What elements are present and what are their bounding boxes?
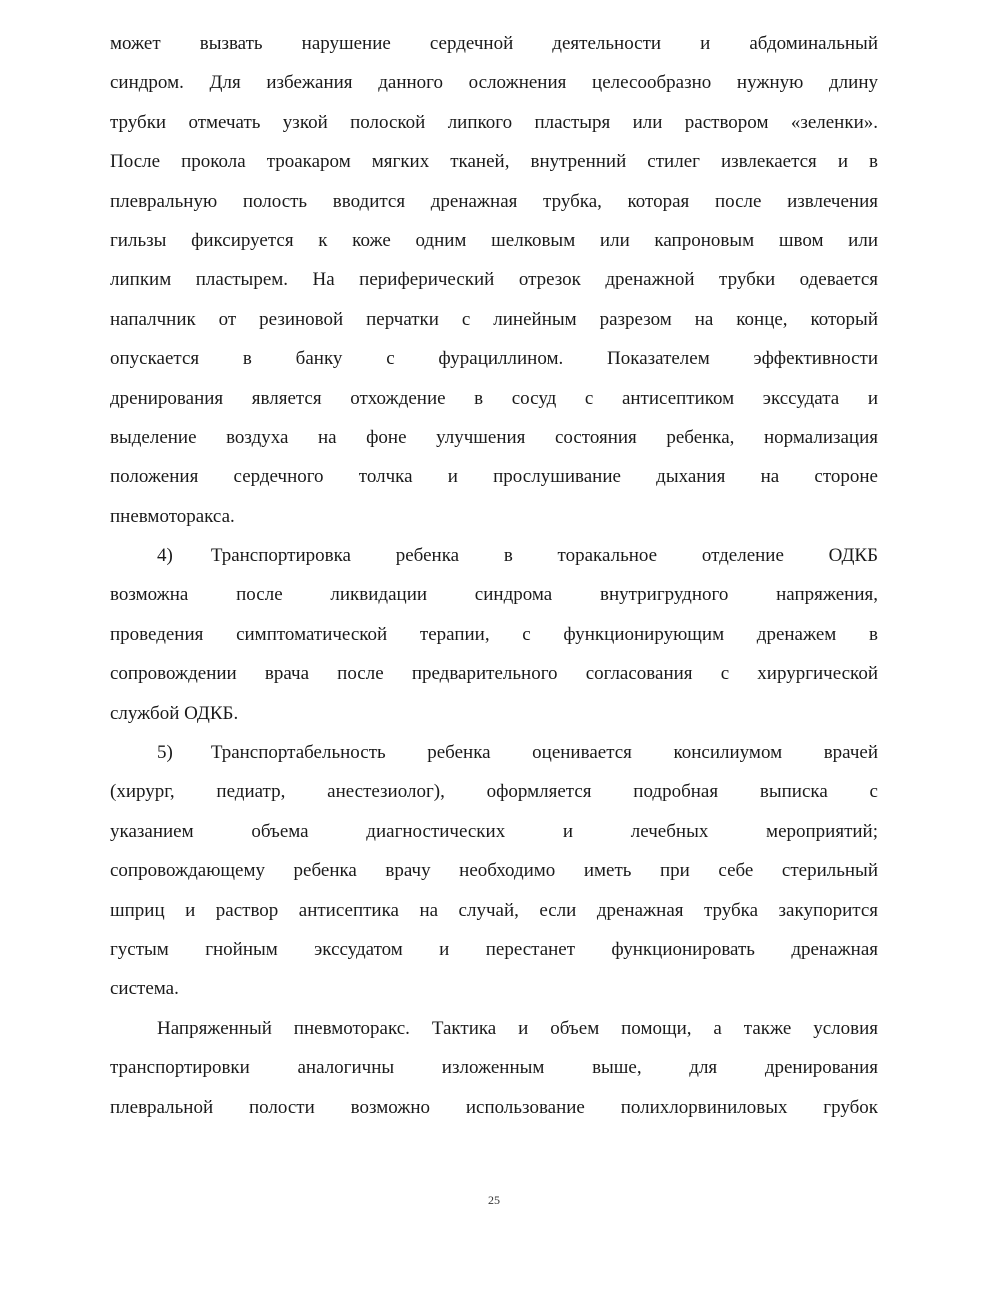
- body-text: [110, 24, 878, 1127]
- text-line: транспортировки аналогичны изложенным выше, для дренирования: [110, 1057, 878, 1079]
- text-line: (хирург, педиатр, анестезиолог), оформляется подробная выписка с: [110, 781, 878, 803]
- text-line: положения сердечного толчка и прослушивание дыхания на стороне: [110, 466, 878, 488]
- text-line: службой ОДКБ.: [110, 702, 239, 724]
- text-line: опускается в банку с фурациллином. Показателем эффективности: [110, 348, 878, 370]
- text-line: густым гнойным экссудатом и перестанет функционировать дренажная: [110, 938, 878, 960]
- text-line: система.: [110, 978, 179, 1000]
- text-line: синдром. Для избежания данного осложнения целесообразно нужную длину: [110, 72, 878, 94]
- text-line: Напряженный пневмоторакс. Тактика и объем помощи, а также условия: [157, 1017, 878, 1039]
- text-line: проведения симптоматической терапии, с функционирующим дренажем в: [110, 623, 878, 645]
- text-line: трубки отмечать узкой полоской липкого пластыря или раствором «зеленки».: [110, 111, 878, 133]
- text-line: гильзы фиксируется к коже одним шелковым или капроновым швом или: [110, 229, 878, 251]
- text-line: пневмоторакса.: [110, 505, 235, 527]
- text-line: может вызвать нарушение сердечной деятельности и абдоминальный: [110, 33, 878, 54]
- page-number: 25: [488, 1193, 500, 1207]
- text-line: сопровождающему ребенка врачу необходимо иметь при себе стерильный: [110, 860, 878, 882]
- text-line: плевральную полость вводится дренажная трубка, которая после извлечения: [110, 190, 878, 212]
- text-line: сопровождении врача после предварительного согласования с хирургической: [110, 663, 878, 685]
- text-line: возможна после ликвидации синдрома внутригрудного напряжения,: [110, 584, 878, 606]
- text-line: 4) Транспортировка ребенка в торакальное отделение ОДКБ: [157, 545, 878, 567]
- text-line: напалчник от резиновой перчатки с линейным разрезом на конце, который: [110, 308, 878, 330]
- text-line: выделение воздуха на фоне улучшения состояния ребенка, нормализация: [110, 426, 878, 448]
- text-line: 5) Транспортабельность ребенка оценивается консилиумом врачей: [157, 742, 878, 764]
- text-line: липким пластырем. На периферический отрезок дренажной трубки одевается: [110, 269, 878, 291]
- text-line: указанием объема диагностических и лечебных мероприятий;: [110, 820, 878, 842]
- text-line: шприц и раствор антисептика на случай, если дренажная трубка закупорится: [110, 899, 878, 921]
- text-line: дренирования является отхождение в сосуд с антисептиком экссудата и: [110, 387, 878, 409]
- text-line: плевральной полости возможно использование полихлорвиниловых грубок: [110, 1096, 878, 1118]
- text-line: После прокола троакаром мягких тканей, внутренний стилег извлекается и в: [110, 151, 878, 173]
